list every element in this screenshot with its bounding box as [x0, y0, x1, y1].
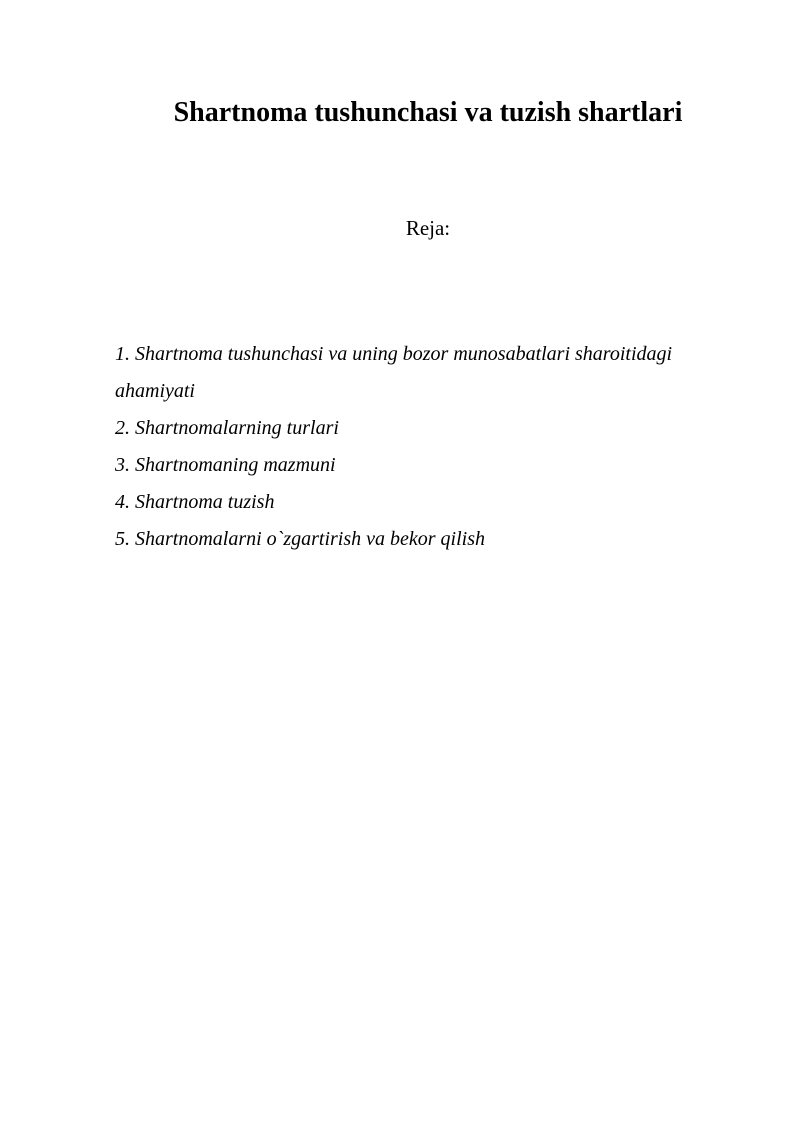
plan-list	[115, 336, 735, 558]
plan-item-1: 1. Shartnoma tushunchasi va uning bozor munosabatlari sharoitidagi ahamiyati	[115, 343, 673, 402]
document-title: Shartnoma tushunchasi va tuzish shartlari	[173, 97, 683, 128]
plan-item-2: 2. Shartnomalarning turlari	[115, 417, 339, 439]
plan-item-5: 5. Shartnomalarni o`zgartirish va bekor qilish	[115, 528, 486, 550]
plan-item-4: 4. Shartnoma tuzish	[115, 491, 275, 513]
plan-heading: Reja:	[405, 216, 451, 240]
plan-item-3: 3. Shartnomaning mazmuni	[115, 454, 336, 476]
